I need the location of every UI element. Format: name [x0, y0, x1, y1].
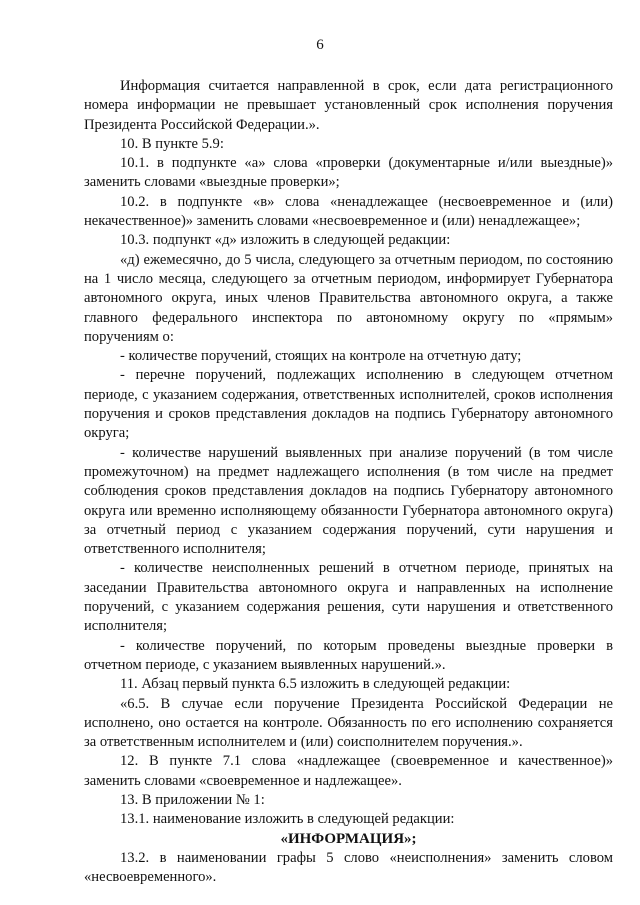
paragraph: 13. В приложении № 1:	[120, 791, 265, 808]
paragraph: - количестве поручений, стоящих на контроле на отчетную дату;	[120, 348, 522, 365]
paragraph: «6.5. В случае если поручение Президента Российской Федерации не исполнено, оно остается на контроле. Обязанность по его исполнению сохраняется за ответственным исполнителем и (или) соисполнителем поручения.».	[84, 695, 613, 751]
paragraph: 10.2. в подпункте «в» слова «ненадлежащее (несвоевременное и (или) некачественное)» заменить словами «несвоевременное и (или) ненадлежащее»;	[84, 193, 613, 230]
paragraph: 13.1. наименование изложить в следующей редакции:	[120, 811, 455, 828]
paragraph: 10.1. в подпункте «а» слова «проверки (документарные и/или выездные)» заменить словами «выездные проверки»;	[84, 155, 613, 191]
document-body	[84, 77, 613, 887]
paragraph: - количестве неисполненных решений в отчетном периоде, принятых на заседании Правительства автономного округа и направленных на исполнение поручений, с указанием содержания решения, сути нарушения и ответственного исполнителя;	[84, 560, 613, 635]
heading-informatsiya: «ИНФОРМАЦИЯ»;	[280, 830, 417, 847]
paragraph: 10. В пункте 5.9:	[120, 135, 224, 152]
paragraph: 11. Абзац первый пункта 6.5 изложить в следующей редакции:	[120, 676, 511, 693]
paragraph: 13.2. в наименовании графы 5 слово «неисполнения» заменить словом «несвоевременного».	[84, 849, 613, 886]
page-number: 6	[316, 37, 324, 53]
paragraph: - количестве поручений, по которым проведены выездные проверки в отчетном периоде, с указанием выявленных нарушений.».	[84, 637, 613, 673]
paragraph: - количестве нарушений выявленных при анализе поручений (в том числе промежуточном) на предмет надлежащего исполнения (в том числе на предмет соблюдения сроков представления докладов на подпись Губернатору автономного округа или временно исполняющему обязанности Губернатора автономного округа) за отчетный период с указанием содержания поручений, сути нарушения и ответственного исполнителя;	[84, 444, 613, 558]
paragraph: «д) ежемесячно, до 5 числа, следующего за отчетным периодом, по состоянию на 1 число месяца, следующего за отчетным периодом, информирует Губернатора автономного округа, иных членов Правительства автономного округа, а также главного федерального инспектора по автономному округу по «прямым» поручениям о:	[84, 251, 613, 345]
paragraph: - перечне поручений, подлежащих исполнению в следующем отчетном периоде, с указанием содержания, ответственных исполнителей, сроков исполнения поручения и сроков представления докладов на подпись Губернатору автономного округа;	[84, 367, 613, 442]
paragraph: 12. В пункте 7.1 слова «надлежащее (своевременное и качественное)» заменить словами «своевременное и надлежащее».	[84, 753, 613, 789]
paragraph: 10.3. подпункт «д» изложить в следующей редакции:	[120, 232, 451, 249]
paragraph: Информация считается направленной в срок, если дата регистрационного номера информации не превышает установленный срок исполнения поручения Президента Российской Федерации.».	[84, 78, 613, 133]
